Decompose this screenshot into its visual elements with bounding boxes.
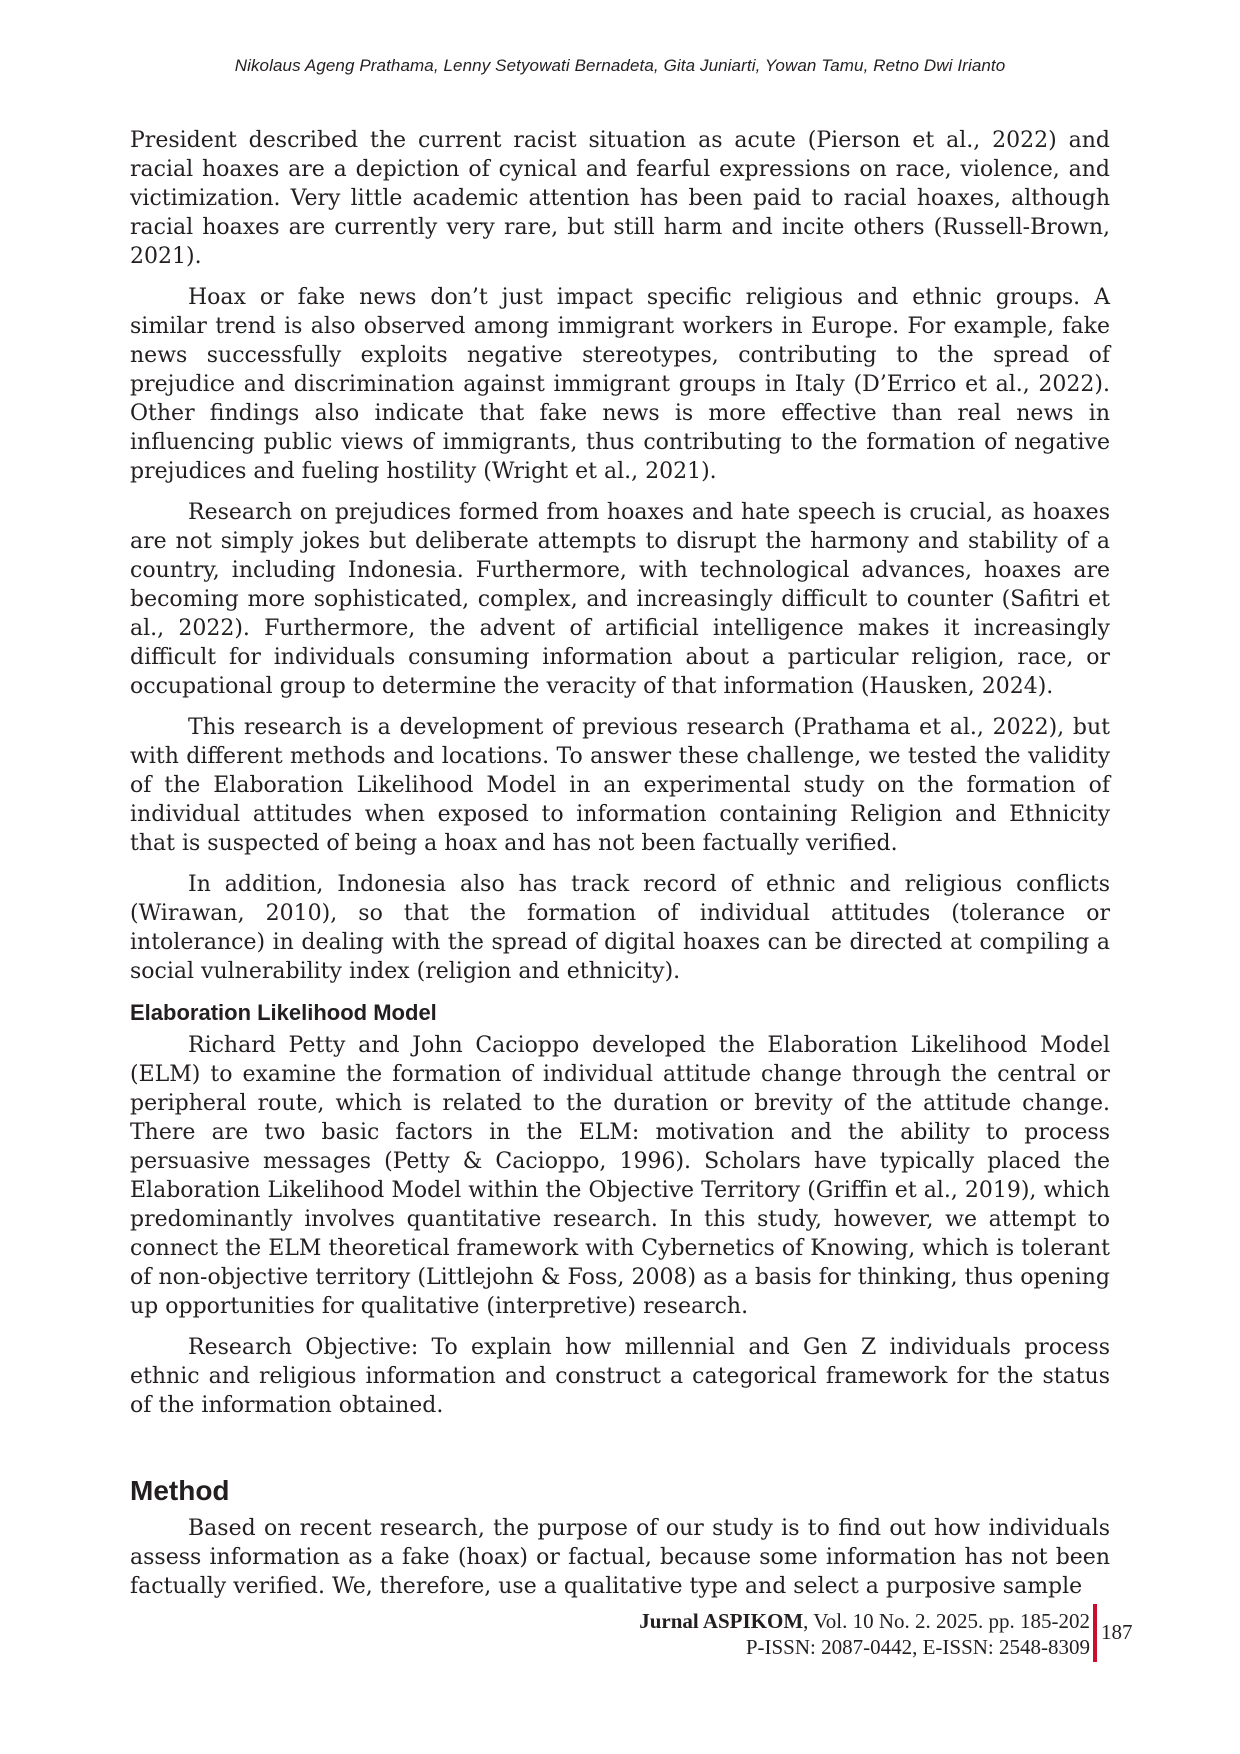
paragraph: Richard Petty and John Cacioppo developed the Elaboration Likelihood Model (ELM) to examine the formation of individual attitude change through the central or peripheral route, which is related to the duration or brevity of the attitude change. There are two basic factors in the ELM: motivation and the ability to process persuasive messages (Petty & Cacioppo, 1996). Scholars have typically placed the Elaboration Likelihood Model within the Objective Territory (Griffin et al., 2019), which predominantly involves quantitative research. In this study, however, we attempt to connect the ELM theoretical framework with Cybernetics of Knowing, which is tolerant of non-objective territory (Littlejohn & Foss, 2008) as a basis for thinking, thus opening up opportunities for qualitative (interpretive) research.: [130, 1033, 1110, 1319]
paragraph: Based on recent research, the purpose of our study is to find out how individuals assess information as a fake (hoax) or factual, because some information has not been factually verified. We, therefore, use a qualitative type and select a purposive sample: [130, 1516, 1110, 1599]
journal-footer: [639, 1608, 1090, 1660]
journal-name: Jurnal ASPIKOM: [639, 1609, 804, 1633]
paragraph: Research on prejudices formed from hoaxes and hate speech is crucial, as hoaxes are not simply jokes but deliberate attempts to disrupt the harmony and stability of a country, including Indonesia. Furthermore, with technological advances, hoaxes are becoming more sophisticated, complex, and increasingly difficult to counter (Safitri et al., 2022). Furthermore, the advent of artificial intelligence makes it increasingly difficult for individuals consuming information about a particular religion, race, or occupational group to determine the veracity of that information (Hausken, 2024).: [130, 500, 1110, 699]
section-subheading-elm: Elaboration Likelihood Model: [130, 1000, 437, 1025]
paragraph: President described the current racist situation as acute (Pierson et al., 2022) and racial hoaxes are a depiction of cynical and fearful expressions on race, violence, and victimization. Very little academic attention has been paid to racial hoaxes, although racial hoaxes are currently very rare, but still harm and incite others (Russell-Brown, 2021).: [130, 128, 1110, 269]
section-heading-method: Method: [130, 1475, 230, 1506]
journal-issn: P-ISSN: 2087-0442, E-ISSN: 2548-8309: [745, 1635, 1090, 1659]
journal-volume-pages: , Vol. 10 No. 2. 2025. pp. 185-202: [803, 1609, 1090, 1633]
paragraph: Research Objective: To explain how millennial and Gen Z individuals process ethnic and religious information and construct a categorical framework for the status of the information obtained.: [130, 1335, 1110, 1418]
article-body: [130, 126, 1110, 1613]
paragraph: In addition, Indonesia also has track record of ethnic and religious conflicts (Wirawan, 2010), so that the formation of individual attitudes (tolerance or intolerance) in dealing with the spread of digital hoaxes can be directed at compiling a social vulnerability index (religion and ethnicity).: [130, 872, 1110, 984]
paragraph: Hoax or fake news don’t just impact specific religious and ethnic groups. A similar trend is also observed among immigrant workers in Europe. For example, fake news successfully exploits negative stereotypes, contributing to the spread of prejudice and discrimination against immigrant groups in Italy (D’Errico et al., 2022). Other findings also indicate that fake news is more effective than real news in influencing public views of immigrants, thus contributing to the formation of negative prejudices and fueling hostility (Wright et al., 2021).: [130, 285, 1110, 484]
footer-divider-bar: [1093, 1604, 1097, 1662]
journal-citation-line: [639, 1608, 1090, 1634]
running-head-authors: Nikolaus Ageng Prathama, Lenny Setyowati Bernadeta, Gita Juniarti, Yowan Tamu, Retno Dwi Irianto: [234, 56, 1006, 75]
paragraph: This research is a development of previous research (Prathama et al., 2022), but with different methods and locations. To answer these challenge, we tested the validity of the Elaboration Likelihood Model in an experimental study on the formation of individual attitudes when exposed to information containing Religion and Ethnicity that is suspected of being a hoax and has not been factually verified.: [130, 715, 1110, 856]
page-number: 187: [1101, 1620, 1133, 1644]
